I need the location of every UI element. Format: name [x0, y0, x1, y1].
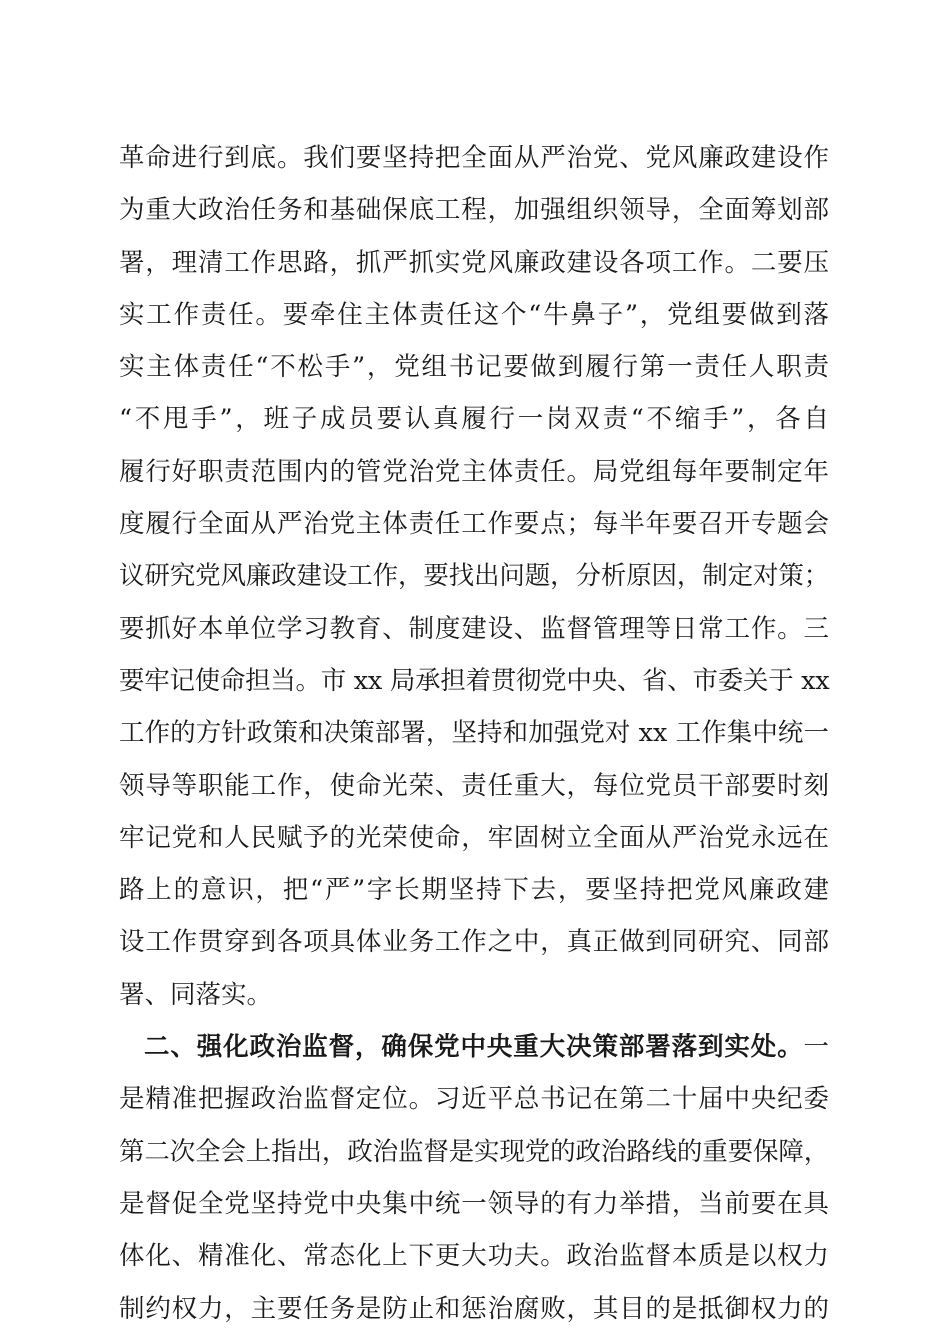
text-line: 牢记党和人民赋予的光荣使命，牢固树立全面从严治党永远在: [119, 822, 829, 853]
text-line: 要抓好本单位学习教育、制度建设、监督管理等日常工作。三: [119, 613, 829, 644]
section-heading: 二、强化政治监督，确保党中央重大决策部署落到实处。: [144, 1032, 804, 1063]
text-line: 实主体责任“不松手”，党组书记要做到履行第一责任人职责: [119, 352, 829, 383]
text-line: 为重大政治任务和基础保底工程，加强组织领导，全面筹划部: [119, 195, 829, 226]
text-line: 署、同落实。: [119, 979, 273, 1010]
text-line: “不甩手”，班子成员要认真履行一岗双责“不缩手”，各自: [119, 404, 829, 435]
text-line: 议研究党风廉政建设工作，要找出问题，分析原因，制定对策；: [119, 561, 830, 592]
text-line: 是督促全党坚持党中央集中统一领导的有力举措，当前要在具: [119, 1188, 829, 1219]
text-line: 领导等职能工作，使命光荣、责任重大，每位党员干部要时刻: [119, 770, 829, 801]
text-line: 革命进行到底。我们要坚持把全面从严治党、党风廉政建设作: [119, 143, 829, 173]
text-line: 要牢记使命担当。市 xx 局承担着贯彻党中央、省、市委关于 xx: [119, 665, 830, 696]
text-line: 履行好职责范围内的管党治党主体责任。局党组每年要制定年: [119, 456, 829, 487]
text-line: 署，理清工作思路，抓严抓实党风廉政建设各项工作。二要压: [119, 247, 829, 278]
text-line: 第二次全会上指出，政治监督是实现党的政治路线的重要保障，: [119, 1136, 830, 1167]
section-heading-tail: 一: [803, 1032, 829, 1063]
text-line: 工作的方针政策和决策部署，坚持和加强党对 xx 工作集中统一: [119, 718, 829, 749]
text-line: 实工作责任。要牵住主体责任这个“牛鼻子”，党组要做到落: [119, 299, 829, 330]
text-line: 制约权力，主要任务是防止和惩治腐败，其目的是抵御权力的: [119, 1293, 829, 1324]
text-line: 度履行全面从严治党主体责任工作要点；每半年要召开专题会: [119, 509, 829, 540]
document-body: [119, 132, 829, 1335]
text-line: 是精准把握政治监督定位。习近平总书记在第二十届中央纪委: [119, 1084, 829, 1115]
section-heading-line: [119, 1021, 829, 1073]
text-line: 体化、精准化、常态化上下更大功夫。政治监督本质是以权力: [119, 1241, 829, 1272]
text-line: 路上的意识，把“严”字长期坚持下去，要坚持把党风廉政建: [119, 875, 829, 906]
text-line: 设工作贯穿到各项具体业务工作之中，真正做到同研究、同部: [119, 927, 829, 958]
